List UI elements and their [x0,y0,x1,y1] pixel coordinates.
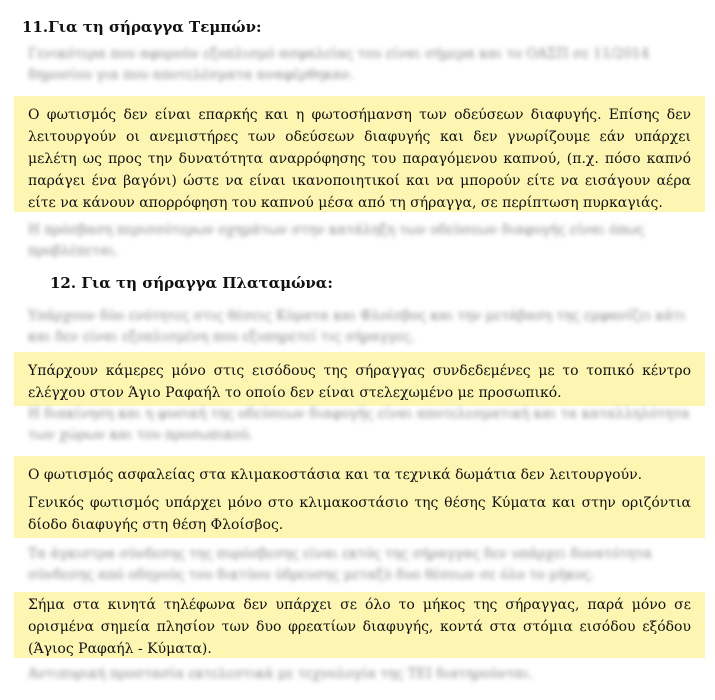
highlight-text: Ο φωτισμός ασφαλείας στα κλιμακοστάσια και τα τεχνικά δωμάτια δεν λειτουργούν. [28,467,643,483]
section-12-heading: 12. Για τη σήραγγα Πλαταμώνα: [50,274,333,292]
blurred-paragraph: Η πρόσβαση περισσότερων οχημάτων στην κατάληξη των οδεύσεων διαφυγής είναι όπως προβλέπεται. [28,222,645,259]
highlight-text: Γενικός φωτισμός υπάρχει μόνο στο κλιμακοστάσιο της θέσης Κύματα και στην οριζόντια δίοδο διαφυγής στη θέση Φλοίσβος. [28,495,691,533]
blurred-paragraph: Αντιπυρική προστασία εκτελεστικά με τεχνολογία της ΤΕΙ διατηρούνται. [28,666,533,682]
blurred-paragraph: Η διακίνηση και η φυσική της οδεύσεων διαφυγής είναι αποτελεσματική και τα καταλληλότητα των χώρων και του προσωπικού. [28,406,690,443]
highlight-text: Ο φωτισμός δεν είναι επαρκής και η φωτοσήμανση των οδεύσεων διαφυγής. Επίσης δεν λειτουργούν οι ανεμιστήρες των οδεύσεων διαφυγής και δεν γνωρίζουμε εάν υπάρχει μελέτη ως προς την δυνατότητα αναρρόφησης του παραγόμενου καπνού, (π.χ. πόσο καπνό παράγει ένα βαγόνι) ώστε να είναι ικανοποιητικοί και να μπορούν είτε να εισάγουν αέρα είτε να κάνουν απορρόφηση του καπνού μέσα από τη σήραγγα, σε περίπτωση πυρκαγιάς. [28,107,691,211]
highlighted-paragraph [14,96,705,212]
blurred-paragraph: Υπάρχουν δύο ενότητες στις θέσεις Κύματα και Φλοίσβος και την μετάβαση της εμφανίζει κάτι και δεν είναι εξοπλισμένη που εξυπηρετεί τις σήραγγες. [28,308,686,345]
blurred-paragraph: Τα άγκιστρα σύνδεσης της πυρόσβεσης είναι εκτός της σήραγγας δεν υπάρχει δυνατότητα σύνδεσης από οδηγούς του δικτύου ύδρευσης μεταξύ δυο θέσεων σε όλο το μήκος. [28,546,652,583]
highlighted-paragraph [14,456,705,538]
highlighted-paragraph [14,592,705,658]
highlight-text: Σήμα στα κινητά τηλέφωνα δεν υπάρχει σε όλο το μήκος της σήραγγας, παρά μόνο σε ορισμένα σημεία πλησίον των δυο φρεατίων διαφυγής, κοντά στα στόμια εισόδου εξόδου (Άγιος Ραφαήλ - Κύματα). [28,597,691,657]
highlighted-paragraph [14,352,705,406]
highlight-text: Υπάρχουν κάμερες μόνο στις εισόδους της σήραγγας συνδεδεμένες με το τοπικό κέντρο ελέγχου στον Άγιο Ραφαήλ το οποίο δεν είναι στελεχωμένο με προσωπικό. [28,363,691,401]
section-11-heading: 11.Για τη σήραγγα Τεμπών: [22,18,262,36]
blurred-paragraph: Γενικότερα που αφορούν εξοπλισμό ασφαλείας του είναι σήμερα και το ΟΑΣΠ σε 11/2014 δημοσίου για που αποτελέσματα αναφέρθηκαν. [28,46,650,83]
